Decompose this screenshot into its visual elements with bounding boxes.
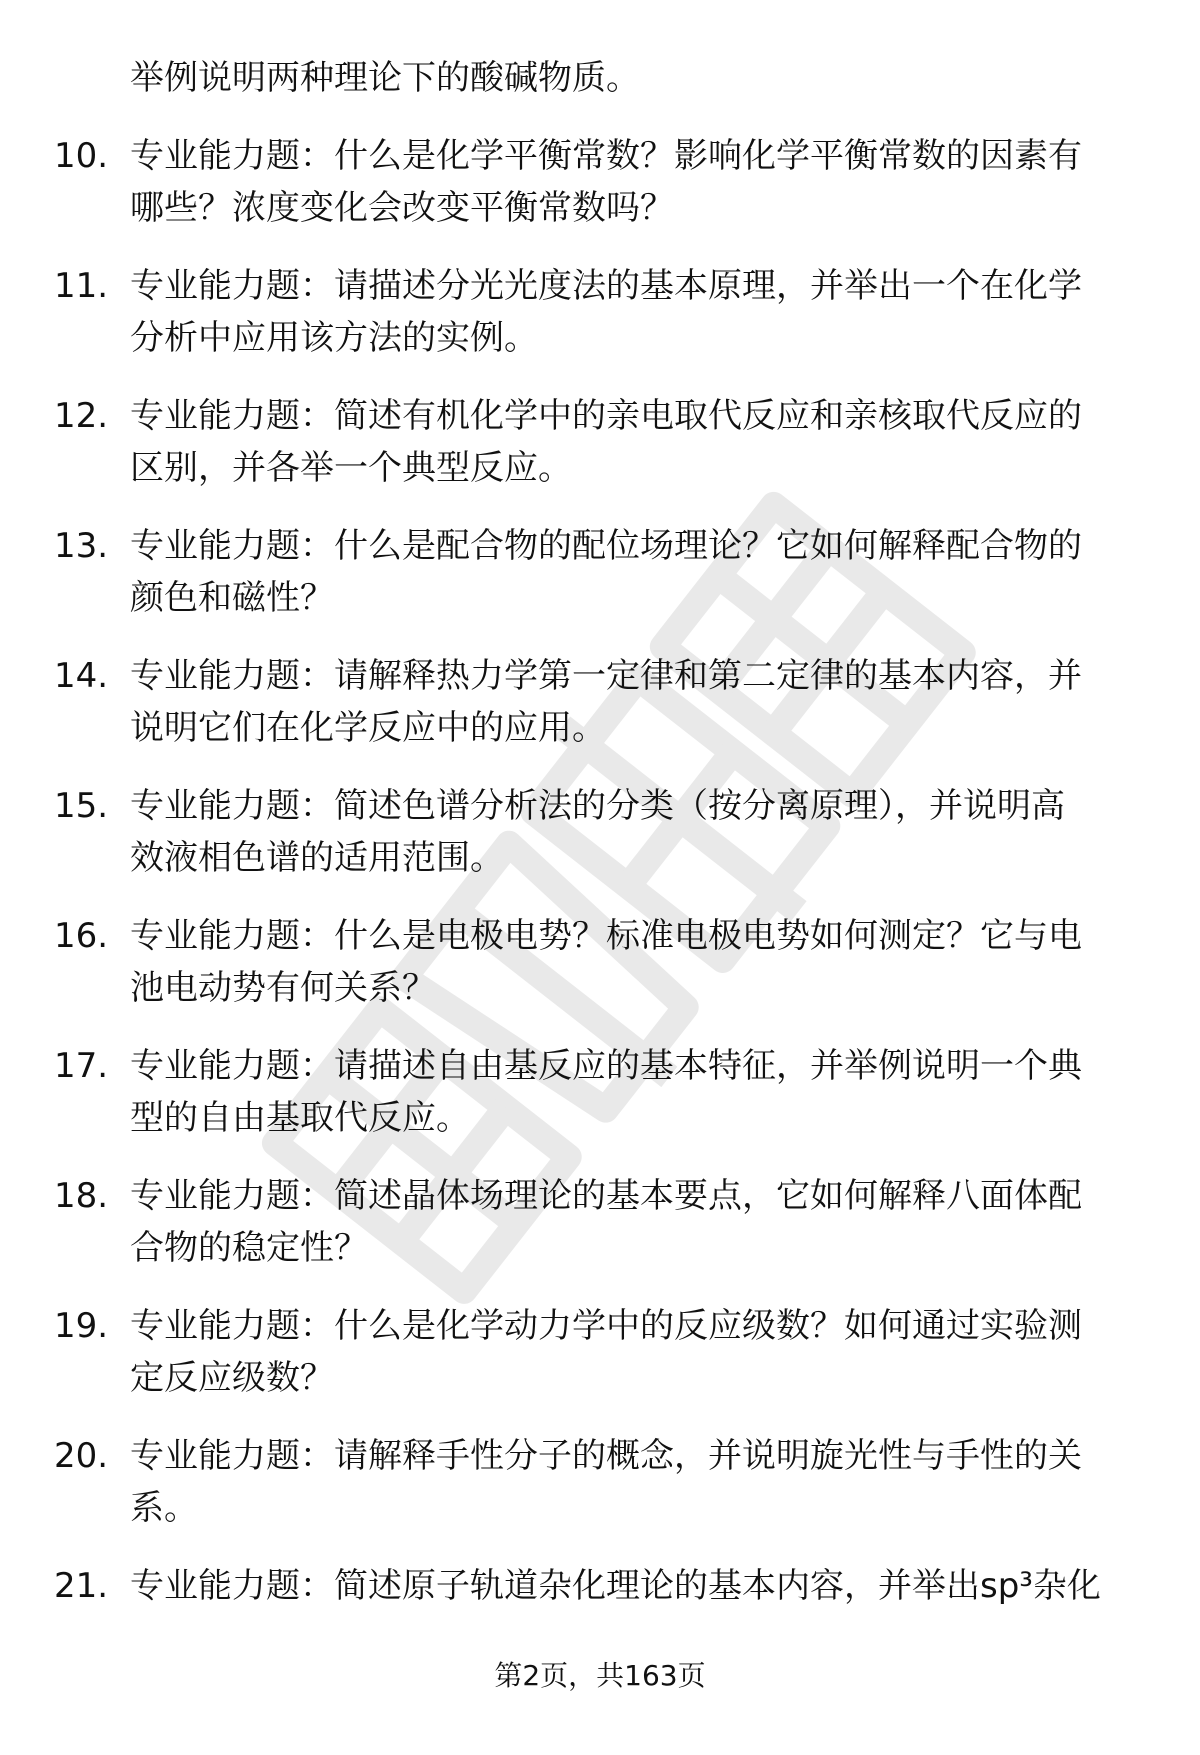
question-text-line: 专业能力题：什么是化学动力学中的反应级数？如何通过实验测 (130, 1306, 1082, 1346)
question-text-line: 效液相色谱的适用范围。 (130, 838, 504, 878)
question-text-line: 颜色和磁性？ (130, 578, 334, 618)
question-text-line: 专业能力题：什么是化学平衡常数？影响化学平衡常数的因素有 (130, 136, 1082, 176)
question-text-line: 哪些？浓度变化会改变平衡常数吗？ (130, 188, 674, 228)
question-number: 11. (54, 266, 109, 306)
question-text-line: 池电动势有何关系？ (130, 968, 436, 1008)
question-number: 12. (54, 396, 109, 436)
question-item (0, 786, 1200, 882)
question-text-line: 合物的稳定性？ (130, 1228, 368, 1268)
question-number: 15. (54, 786, 109, 826)
question-item (0, 1306, 1200, 1402)
question-text-line: 专业能力题：请解释热力学第一定律和第二定律的基本内容，并 (130, 656, 1082, 696)
question-text-line: 专业能力题：什么是电极电势？标准电极电势如何测定？它与电 (130, 916, 1082, 956)
question-text-line: 专业能力题：简述色谱分析法的分类（按分离原理），并说明高 (130, 786, 1065, 826)
question-number: 10. (54, 136, 109, 176)
question-text-line: 区别，并各举一个典型反应。 (130, 448, 572, 488)
question-item (0, 526, 1200, 622)
question-number: 16. (54, 916, 109, 956)
question-item (0, 1436, 1200, 1532)
continuation-text: 举例说明两种理论下的酸碱物质。 (130, 58, 640, 98)
question-item (0, 1046, 1200, 1142)
question-text-line: 说明它们在化学反应中的应用。 (130, 708, 606, 748)
question-number: 17. (54, 1046, 109, 1086)
question-number: 19. (54, 1306, 109, 1346)
question-text-line: 专业能力题：简述晶体场理论的基本要点，它如何解释八面体配 (130, 1176, 1082, 1216)
question-text-line: 专业能力题：请描述自由基反应的基本特征，并举例说明一个典 (130, 1046, 1082, 1086)
question-text-line: 专业能力题：请解释手性分子的概念，并说明旋光性与手性的关 (130, 1436, 1082, 1476)
question-text-line: 专业能力题：简述原子轨道杂化理论的基本内容，并举出sp³杂化 (130, 1566, 1101, 1606)
question-number: 14. (54, 656, 109, 696)
question-text-line: 专业能力题：请描述分光光度法的基本原理，并举出一个在化学 (130, 266, 1082, 306)
question-item (0, 266, 1200, 362)
question-item (0, 916, 1200, 1012)
question-text-line: 系。 (130, 1488, 198, 1528)
question-number: 21. (54, 1566, 109, 1606)
question-number: 13. (54, 526, 109, 566)
question-text-line: 专业能力题：什么是配合物的配位场理论？它如何解释配合物的 (130, 526, 1082, 566)
question-text-line: 专业能力题：简述有机化学中的亲电取代反应和亲核取代反应的 (130, 396, 1082, 436)
question-number: 18. (54, 1176, 109, 1216)
question-number: 20. (54, 1436, 109, 1476)
question-item (0, 1176, 1200, 1272)
question-item (0, 396, 1200, 492)
question-text-line: 型的自由基取代反应。 (130, 1098, 470, 1138)
question-item (0, 136, 1200, 232)
page-footer: 第2页，共163页 (494, 1659, 706, 1692)
question-item (0, 656, 1200, 752)
question-item (0, 1566, 1200, 1662)
question-text-line: 分析中应用该方法的实例。 (130, 318, 538, 358)
question-text-line: 定反应级数？ (130, 1358, 334, 1398)
